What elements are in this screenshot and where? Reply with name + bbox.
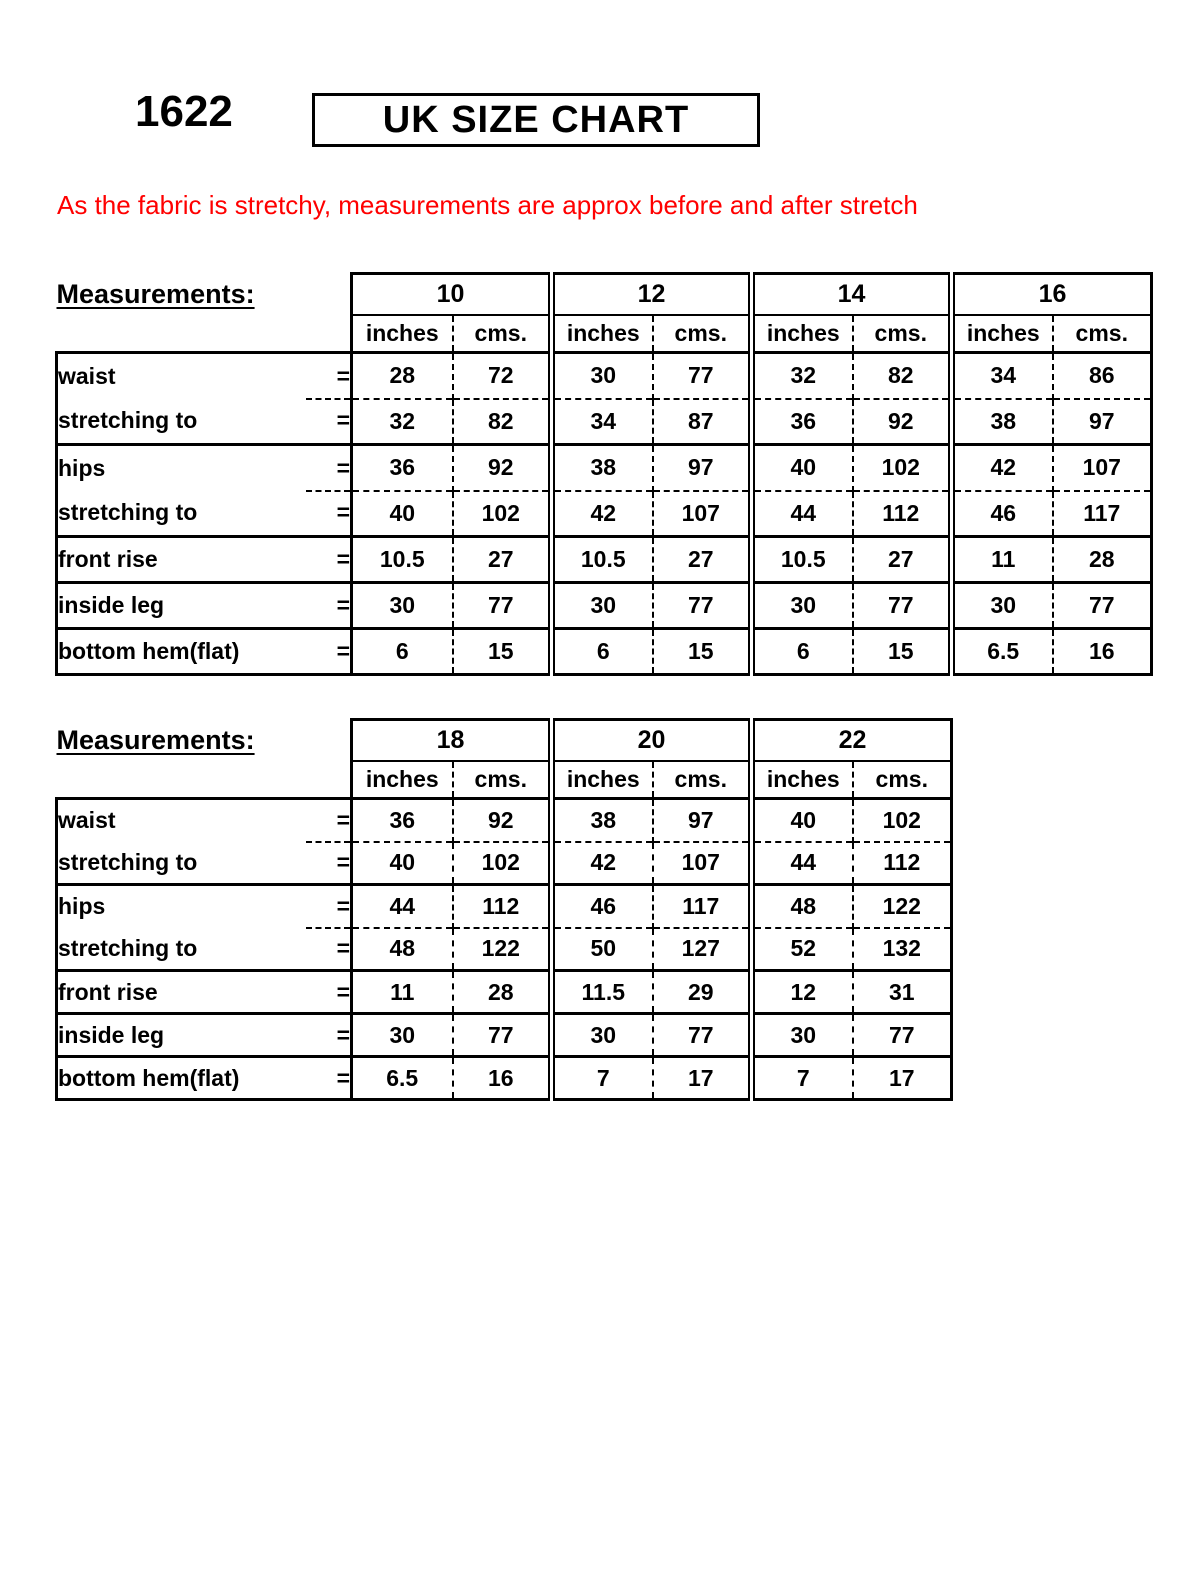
unit-inches-size-10: inches — [352, 315, 453, 353]
size-header-10: 10 — [352, 274, 552, 315]
unit-cms-size-20: cms. — [653, 761, 752, 799]
measurement-name: stretching to — [58, 407, 198, 434]
value-inches-size-18: 30 — [352, 1014, 453, 1057]
value-inches-size-16: 30 — [952, 583, 1053, 629]
value-cms-size-18: 77 — [453, 1014, 552, 1057]
measurement-row-inside-leg — [57, 583, 1152, 629]
value-cms-size-18: 102 — [453, 842, 552, 885]
row-label-flex — [58, 935, 350, 962]
equals-sign: = — [336, 546, 350, 572]
measurements-label-text: Measurements: — [56, 724, 255, 755]
value-cms-size-16: 107 — [1053, 445, 1152, 491]
measurements-label-text: Measurements: — [56, 278, 255, 309]
unit-inches-size-14: inches — [752, 315, 853, 353]
measurement-row-waist — [57, 799, 952, 842]
value-cms-size-16: 28 — [1053, 537, 1152, 583]
measurement-row-bottom-hem-flat — [57, 629, 1152, 675]
value-inches-size-22: 44 — [752, 842, 853, 885]
size-header-16: 16 — [952, 274, 1152, 315]
row-label-inside-leg — [57, 583, 352, 629]
value-inches-size-16: 34 — [952, 353, 1053, 399]
size-header-20: 20 — [552, 720, 752, 761]
value-cms-size-14: 77 — [853, 583, 952, 629]
measurement-row-front-rise — [57, 971, 952, 1014]
size-chart-table-1 — [55, 272, 1153, 676]
unit-inches-size-16: inches — [952, 315, 1053, 353]
value-cms-size-18: 16 — [453, 1057, 552, 1100]
row-label-waist — [57, 353, 352, 399]
value-inches-size-12: 10.5 — [552, 537, 653, 583]
size-header-12: 12 — [552, 274, 752, 315]
row-label-flex — [58, 849, 350, 876]
measurement-row-inside-leg — [57, 1014, 952, 1057]
value-cms-size-16: 77 — [1053, 583, 1152, 629]
row-label-flex — [58, 807, 350, 834]
style-code: 1622 — [135, 87, 233, 136]
value-inches-size-16: 6.5 — [952, 629, 1053, 675]
unit-inches-size-20: inches — [552, 761, 653, 799]
size-header-row — [57, 274, 1152, 315]
row-label-hips — [57, 885, 352, 928]
value-cms-size-22: 112 — [853, 842, 952, 885]
corner-spacer — [57, 315, 352, 353]
value-cms-size-20: 107 — [653, 842, 752, 885]
measurement-name: front rise — [58, 978, 158, 1005]
value-inches-size-16: 46 — [952, 491, 1053, 537]
equals-sign: = — [336, 499, 350, 526]
size-header-18: 18 — [352, 720, 552, 761]
value-inches-size-18: 6.5 — [352, 1057, 453, 1100]
value-inches-size-10: 32 — [352, 399, 453, 445]
measurement-name: bottom hem(flat) — [58, 1064, 240, 1091]
row-label-waist — [57, 799, 352, 842]
value-inches-size-16: 42 — [952, 445, 1053, 491]
value-inches-size-20: 46 — [552, 885, 653, 928]
value-cms-size-20: 117 — [653, 885, 752, 928]
value-cms-size-14: 27 — [853, 537, 952, 583]
value-cms-size-10: 92 — [453, 445, 552, 491]
row-label-flex — [58, 407, 350, 434]
equals-sign: = — [336, 934, 350, 961]
unit-inches-size-18: inches — [352, 761, 453, 799]
unit-header-row — [57, 761, 952, 799]
row-label-bottom-hem-flat — [57, 629, 352, 675]
row-label-flex — [58, 638, 350, 665]
value-cms-size-12: 77 — [653, 583, 752, 629]
value-cms-size-14: 112 — [853, 491, 952, 537]
value-cms-size-12: 77 — [653, 353, 752, 399]
unit-cms-size-18: cms. — [453, 761, 552, 799]
value-cms-size-12: 87 — [653, 399, 752, 445]
value-inches-size-16: 11 — [952, 537, 1053, 583]
row-label-inside-leg — [57, 1014, 352, 1057]
value-inches-size-12: 34 — [552, 399, 653, 445]
measurement-row-front-rise — [57, 537, 1152, 583]
equals-sign: = — [336, 362, 350, 389]
equals-sign: = — [336, 848, 350, 875]
size-header-row — [57, 720, 952, 761]
value-cms-size-22: 17 — [853, 1057, 952, 1100]
value-cms-size-22: 122 — [853, 885, 952, 928]
value-inches-size-22: 30 — [752, 1014, 853, 1057]
value-cms-size-18: 92 — [453, 799, 552, 842]
value-cms-size-14: 92 — [853, 399, 952, 445]
value-inches-size-22: 7 — [752, 1057, 853, 1100]
measurement-name: inside leg — [58, 592, 165, 618]
row-label-flex — [58, 1022, 350, 1049]
row-label-stretching-to — [57, 842, 352, 885]
value-inches-size-18: 44 — [352, 885, 453, 928]
value-cms-size-22: 31 — [853, 971, 952, 1014]
equals-sign: = — [336, 978, 350, 1005]
value-inches-size-20: 50 — [552, 928, 653, 971]
value-cms-size-16: 86 — [1053, 353, 1152, 399]
value-inches-size-22: 12 — [752, 971, 853, 1014]
title-box — [312, 93, 760, 147]
value-inches-size-12: 6 — [552, 629, 653, 675]
size-header-14: 14 — [752, 274, 952, 315]
value-cms-size-12: 27 — [653, 537, 752, 583]
value-cms-size-12: 107 — [653, 491, 752, 537]
value-inches-size-20: 30 — [552, 1014, 653, 1057]
equals-sign: = — [336, 807, 350, 834]
value-inches-size-20: 11.5 — [552, 971, 653, 1014]
value-inches-size-14: 44 — [752, 491, 853, 537]
value-cms-size-10: 77 — [453, 583, 552, 629]
value-inches-size-14: 6 — [752, 629, 853, 675]
value-cms-size-22: 132 — [853, 928, 952, 971]
row-label-stretching-to — [57, 399, 352, 445]
unit-cms-size-10: cms. — [453, 315, 552, 353]
measurement-name: inside leg — [58, 1021, 165, 1048]
value-cms-size-22: 77 — [853, 1014, 952, 1057]
value-cms-size-20: 97 — [653, 799, 752, 842]
value-inches-size-10: 10.5 — [352, 537, 453, 583]
value-inches-size-16: 38 — [952, 399, 1053, 445]
row-label-bottom-hem-flat — [57, 1057, 352, 1100]
row-label-flex — [58, 363, 350, 390]
unit-inches-size-12: inches — [552, 315, 653, 353]
value-inches-size-14: 40 — [752, 445, 853, 491]
measurement-name: stretching to — [58, 499, 198, 526]
measurements-label — [57, 274, 352, 315]
row-label-flex — [58, 499, 350, 526]
row-label-flex — [58, 546, 350, 573]
value-cms-size-10: 27 — [453, 537, 552, 583]
value-inches-size-12: 30 — [552, 583, 653, 629]
value-cms-size-12: 97 — [653, 445, 752, 491]
measurement-row-stretching-to — [57, 842, 952, 885]
value-cms-size-10: 82 — [453, 399, 552, 445]
value-cms-size-20: 29 — [653, 971, 752, 1014]
unit-header-row — [57, 315, 1152, 353]
measurement-name: front rise — [58, 546, 158, 572]
value-inches-size-14: 10.5 — [752, 537, 853, 583]
value-cms-size-12: 15 — [653, 629, 752, 675]
measurement-name: hips — [58, 893, 106, 920]
value-cms-size-10: 102 — [453, 491, 552, 537]
value-inches-size-12: 42 — [552, 491, 653, 537]
row-label-front-rise — [57, 971, 352, 1014]
value-inches-size-10: 6 — [352, 629, 453, 675]
value-cms-size-16: 97 — [1053, 399, 1152, 445]
equals-sign: = — [336, 407, 350, 434]
value-inches-size-14: 30 — [752, 583, 853, 629]
value-inches-size-12: 38 — [552, 445, 653, 491]
row-label-flex — [58, 979, 350, 1006]
unit-cms-size-14: cms. — [853, 315, 952, 353]
row-label-front-rise — [57, 537, 352, 583]
value-inches-size-14: 36 — [752, 399, 853, 445]
value-cms-size-20: 77 — [653, 1014, 752, 1057]
row-label-flex — [58, 1065, 350, 1092]
equals-sign: = — [336, 592, 350, 618]
measurement-row-waist — [57, 353, 1152, 399]
row-label-flex — [58, 592, 350, 619]
value-cms-size-10: 15 — [453, 629, 552, 675]
value-cms-size-18: 112 — [453, 885, 552, 928]
value-inches-size-20: 7 — [552, 1057, 653, 1100]
value-cms-size-10: 72 — [453, 353, 552, 399]
value-cms-size-16: 16 — [1053, 629, 1152, 675]
value-cms-size-18: 28 — [453, 971, 552, 1014]
value-inches-size-22: 40 — [752, 799, 853, 842]
value-inches-size-14: 32 — [752, 353, 853, 399]
measurement-name: hips — [58, 454, 106, 481]
value-cms-size-18: 122 — [453, 928, 552, 971]
value-inches-size-10: 40 — [352, 491, 453, 537]
unit-inches-size-22: inches — [752, 761, 853, 799]
size-chart-10-12-14-16 — [55, 272, 1153, 676]
value-cms-size-22: 102 — [853, 799, 952, 842]
measurement-name: waist — [58, 362, 116, 389]
value-cms-size-14: 102 — [853, 445, 952, 491]
measurement-name: stretching to — [58, 848, 198, 875]
measurement-name: bottom hem(flat) — [58, 638, 240, 664]
value-cms-size-14: 82 — [853, 353, 952, 399]
equals-sign: = — [336, 638, 350, 664]
stretch-note: As the fabric is stretchy, measurements are approx before and after stretch — [57, 190, 918, 220]
measurement-name: stretching to — [58, 934, 198, 961]
measurement-row-hips — [57, 885, 952, 928]
measurement-row-hips — [57, 445, 1152, 491]
value-cms-size-20: 127 — [653, 928, 752, 971]
value-inches-size-18: 11 — [352, 971, 453, 1014]
row-label-stretching-to — [57, 928, 352, 971]
value-inches-size-20: 38 — [552, 799, 653, 842]
value-inches-size-12: 30 — [552, 353, 653, 399]
measurement-row-bottom-hem-flat — [57, 1057, 952, 1100]
row-label-hips — [57, 445, 352, 491]
size-chart-18-20-22 — [55, 718, 953, 1101]
value-inches-size-22: 48 — [752, 885, 853, 928]
equals-sign: = — [336, 1064, 350, 1091]
row-label-flex — [58, 455, 350, 482]
equals-sign: = — [336, 893, 350, 920]
corner-spacer — [57, 761, 352, 799]
value-inches-size-18: 36 — [352, 799, 453, 842]
measurements-label — [57, 720, 352, 761]
value-inches-size-10: 36 — [352, 445, 453, 491]
measurement-name: waist — [58, 807, 116, 834]
value-inches-size-18: 48 — [352, 928, 453, 971]
equals-sign: = — [336, 454, 350, 481]
measurement-row-stretching-to — [57, 928, 952, 971]
equals-sign: = — [336, 1021, 350, 1048]
value-cms-size-16: 117 — [1053, 491, 1152, 537]
value-cms-size-14: 15 — [853, 629, 952, 675]
value-inches-size-22: 52 — [752, 928, 853, 971]
unit-cms-size-22: cms. — [853, 761, 952, 799]
value-cms-size-20: 17 — [653, 1057, 752, 1100]
unit-cms-size-12: cms. — [653, 315, 752, 353]
value-inches-size-20: 42 — [552, 842, 653, 885]
value-inches-size-10: 28 — [352, 353, 453, 399]
page-title: UK SIZE CHART — [382, 98, 690, 141]
size-chart-table-2 — [55, 718, 953, 1101]
unit-cms-size-16: cms. — [1053, 315, 1152, 353]
size-header-22: 22 — [752, 720, 952, 761]
row-label-stretching-to — [57, 491, 352, 537]
value-inches-size-10: 30 — [352, 583, 453, 629]
value-inches-size-18: 40 — [352, 842, 453, 885]
measurement-row-stretching-to — [57, 491, 1152, 537]
row-label-flex — [58, 893, 350, 920]
measurement-row-stretching-to — [57, 399, 1152, 445]
